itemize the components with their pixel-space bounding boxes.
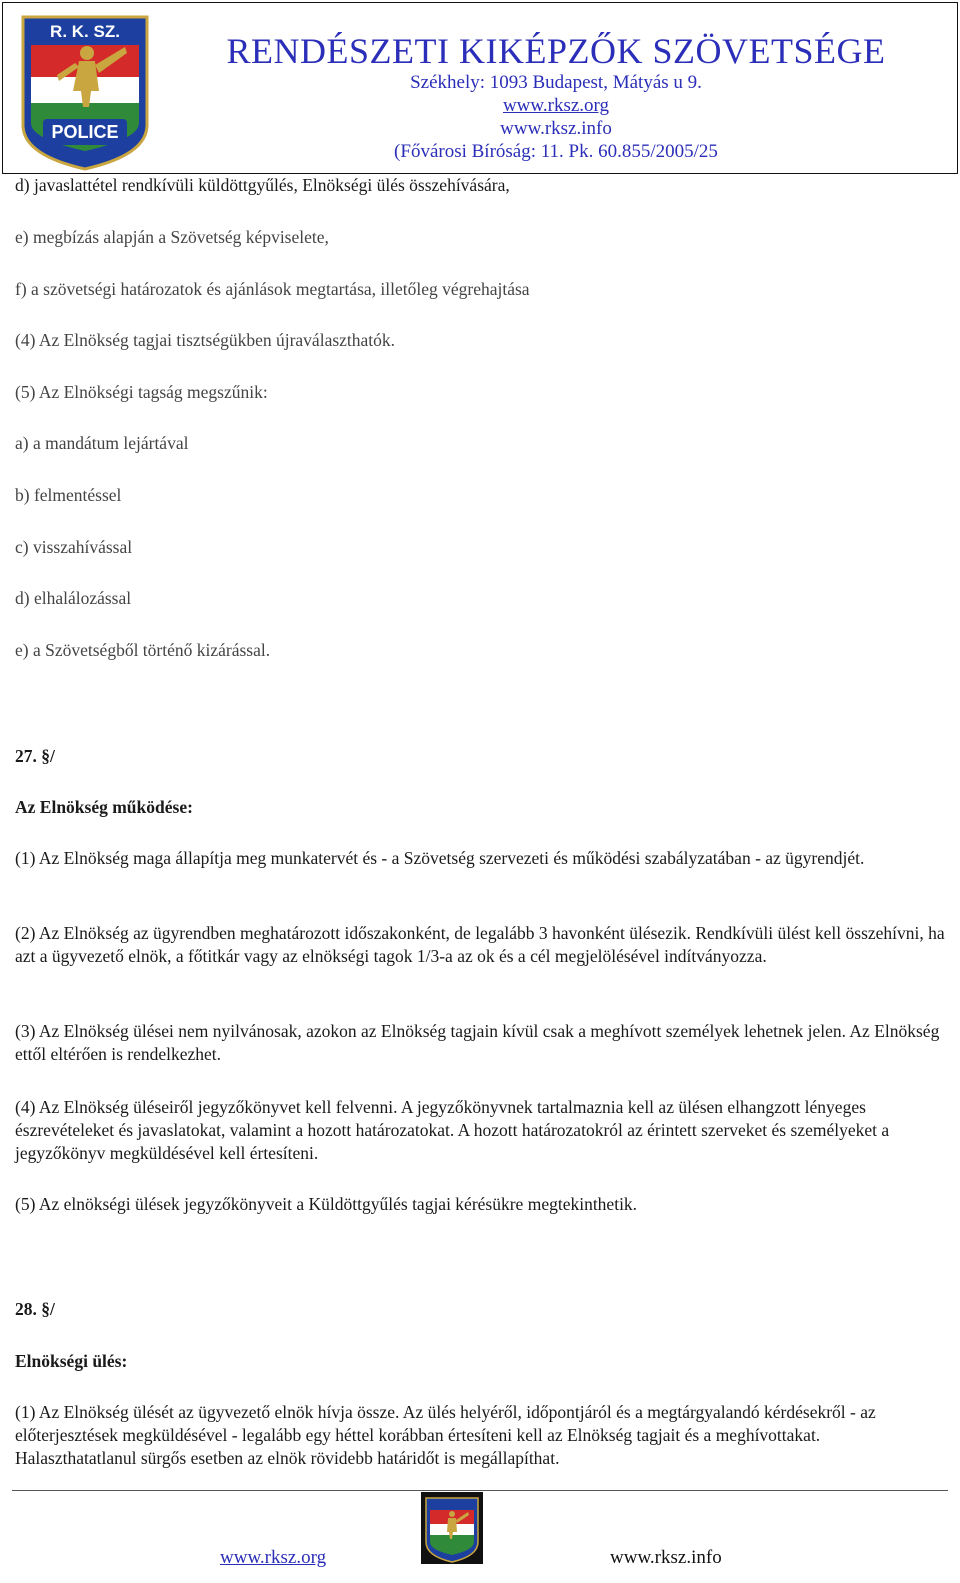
footer-divider xyxy=(12,1490,948,1491)
footer-link-org[interactable]: www.rksz.org xyxy=(220,1547,327,1568)
letterhead-text xyxy=(153,3,958,163)
section-27-paragraph-2: (2) Az Elnökség az ügyrendben meghatározott időszakonként, de legalább 3 havonként ülésezik. Rendkívüli ülést kell összehívni, ha azt a ügyvezető elnök, a főtitkár vagy az elnökségi tagok 1/3-a az ok és a cél megjelölésével indítványozza. xyxy=(15,923,945,966)
footer-link-info[interactable]: www.rksz.info xyxy=(610,1547,722,1568)
section-28-title: Elnökségi ülés: xyxy=(15,1351,128,1371)
logo-police-text: POLICE xyxy=(51,122,119,142)
rksz-police-logo xyxy=(17,7,153,171)
list-item-d: d) javaslattétel rendkívüli küldöttgyűlés, Elnökségi ülés összehívására, xyxy=(15,175,510,195)
section-27-paragraph-5: (5) Az elnökségi ülések jegyzőkönyveit a Küldöttgyűlés tagjai kérésükre megtekinthetik. xyxy=(15,1194,638,1214)
list-item-d2: d) elhalálozással xyxy=(15,588,132,608)
section-27-number: 27. §/ xyxy=(15,746,55,766)
logo-top-text: R. K. SZ. xyxy=(50,22,120,41)
section-27-paragraph-4: (4) Az Elnökség üléseiről jegyzőkönyvet kell felvenni. A jegyzőkönyvnek tartalmaznia kell az ülésen elhangzott lényeges észrevételeket és javaslatokat, valamint a hozott határozatokat. A hozott határozatokról az érintett szerveket és személyeket a jegyzőkönyv megküldésével kell értesíteni. xyxy=(15,1097,890,1163)
list-item-e2: e) a Szövetségből történő kizárással. xyxy=(15,640,271,660)
list-item-c: c) visszahívással xyxy=(15,537,133,557)
header-link-org[interactable]: www.rksz.org xyxy=(502,95,610,116)
address-line: Székhely: 1093 Budapest, Mátyás u 9. xyxy=(410,72,702,93)
section-28-number: 28. §/ xyxy=(15,1299,55,1319)
section-28-paragraph-1: (1) Az Elnökség ülését az ügyvezető elnök hívja össze. Az ülés helyéről, időpontjáról és a megtárgyalandó kérdésekről - az előterjesztések megküldésével - legalább egy héttel korábban értesíteni kell az Elnökség tagjait és a meghívottakat. Halaszthatatlanul sürgős esetben az elnök rövidebb határidőt is megállapíthat. xyxy=(15,1402,876,1468)
footer-logo xyxy=(421,1492,483,1564)
organization-name: RENDÉSZETI KIKÉPZŐK SZÖVETSÉGE xyxy=(226,31,886,71)
list-item-b: b) felmentéssel xyxy=(15,485,122,505)
paragraph-4: (4) Az Elnökség tagjai tisztségükben újraválaszthatók. xyxy=(15,330,396,350)
section-27-paragraph-3: (3) Az Elnökség ülései nem nyilvánosak, azokon az Elnökség tagjain kívül csak a meghívott személyek lehetnek jelen. Az Elnökség ettől eltérően is rendelkezhet. xyxy=(15,1021,940,1064)
court-registration: (Fővárosi Bíróság: 11. Pk. 60.855/2005/25 xyxy=(394,141,718,162)
section-27-paragraph-1: (1) Az Elnökség maga állapítja meg munkatervét és - a Szövetség szervezeti és működési szabályzatában - az ügyrendjét. xyxy=(15,848,865,868)
header-link-info[interactable]: www.rksz.info xyxy=(500,118,612,139)
list-item-f: f) a szövetségi határozatok és ajánlások megtartása, illetőleg végrehajtása xyxy=(15,279,530,299)
list-item-e: e) megbízás alapján a Szövetség képviselete, xyxy=(15,227,329,247)
letterhead xyxy=(2,2,958,174)
paragraph-5: (5) Az Elnökségi tagság megszűnik: xyxy=(15,382,268,402)
list-item-a: a) a mandátum lejártával xyxy=(15,433,189,453)
section-27-title: Az Elnökség működése: xyxy=(15,797,193,817)
